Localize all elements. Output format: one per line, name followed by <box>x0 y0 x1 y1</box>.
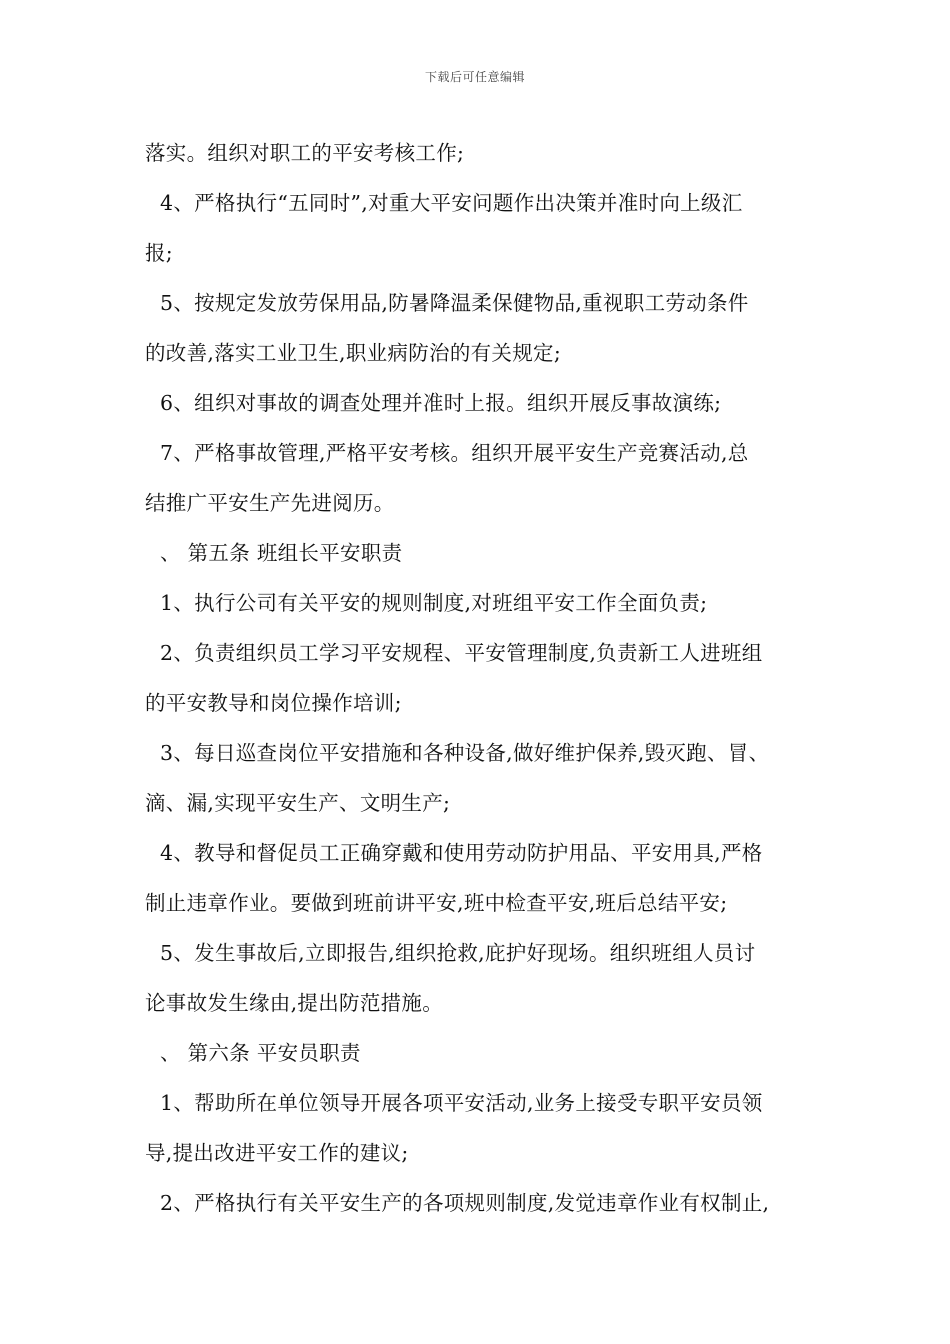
text-line: 4、严格执行“五同时”,对重大平安问题作出决策并准时向上级汇 <box>160 191 743 215</box>
text-line: 6、组织对事故的调查处理并准时上报。组织开展反事故演练; <box>160 391 722 415</box>
text-line: 5、发生事故后,立即报告,组织抢救,庇护好现场。组织班组人员讨 <box>160 941 756 965</box>
text-line: 滴、漏,实现平安生产、文明生产; <box>145 791 451 815</box>
text-line: 1、执行公司有关平安的规则制度,对班组平安工作全面负责; <box>160 591 708 615</box>
text-line: 4、教导和督促员工正确穿戴和使用劳动防护用品、平安用具,严格 <box>160 841 763 865</box>
page-header: 下载后可任意编辑 <box>424 70 525 84</box>
section-heading: 、 第六条 平安员职责 <box>160 1041 361 1065</box>
document-body <box>145 128 825 1228</box>
text-line: 论事故发生缘由,提出防范措施。 <box>145 991 444 1015</box>
text-line: 2、严格执行有关平安生产的各项规则制度,发觉违章作业有权制止, <box>160 1191 770 1215</box>
text-line: 3、每日巡查岗位平安措施和各种设备,做好维护保养,毁灭跑、冒、 <box>160 741 770 765</box>
text-line: 的平安教导和岗位操作培训; <box>145 691 402 715</box>
text-line: 2、负责组织员工学习平安规程、平安管理制度,负责新工人进班组 <box>160 641 763 665</box>
text-line: 报; <box>145 241 174 265</box>
section-heading: 、 第五条 班组长平安职责 <box>160 541 403 565</box>
text-line: 结推广平安生产先进阅历。 <box>145 491 395 515</box>
text-line: 的改善,落实工业卫生,职业病防治的有关规定; <box>145 341 562 365</box>
text-line: 落实。组织对职工的平安考核工作; <box>145 141 465 165</box>
text-line: 1、帮助所在单位领导开展各项平安活动,业务上接受专职平安员领 <box>160 1091 763 1115</box>
text-line: 5、按规定发放劳保用品,防暑降温柔保健物品,重视职工劳动条件 <box>160 291 749 315</box>
text-line: 导,提出改进平安工作的建议; <box>145 1141 409 1165</box>
text-line: 制止违章作业。要做到班前讲平安,班中检查平安,班后总结平安; <box>145 891 728 915</box>
text-line: 7、严格事故管理,严格平安考核。组织开展平安生产竞赛活动,总 <box>160 441 749 465</box>
